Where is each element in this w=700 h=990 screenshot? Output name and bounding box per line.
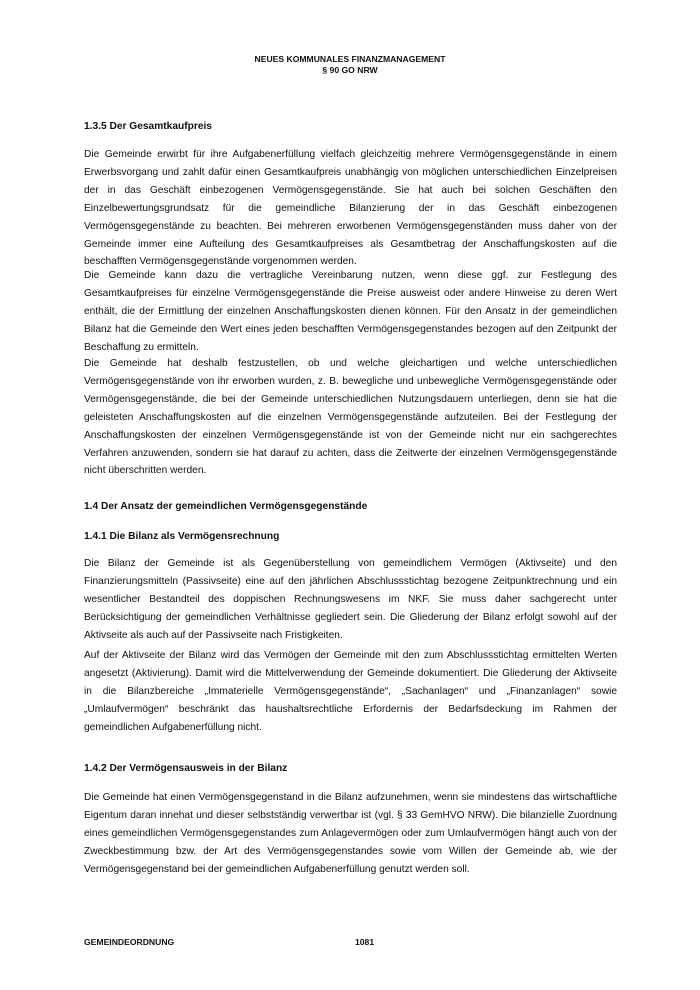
footer-document-title: GEMEINDEORDNUNG bbox=[84, 937, 175, 947]
paragraph-1-3-5-a: Die Gemeinde erwirbt für ihre Aufgabenerfüllung vielfach gleichzeitig mehrere Vermögensgegenstände in einem Erwerbsvorgang und zahlt dafür einen Gesamtkaufpreis unabhängig von möglichen unterschiedlichen Einzelpreisen der in das Geschäft einbezogenen Vermögensgegenstände. Sie hat auch bei solchen Geschäften den Einzelbewertungsgrundsatz für die gemeindliche Bilanzierung der in das Geschäft einbezogenen Vermögensgegenstände zu beachten. Bei mehreren erworbenen Vermögensgegenständen muss daher von der Gemeinde immer eine Aufteilung des Gesamtkaufpreises als Gesamtbetrag der Anschaffungskosten auf die beschafften Vermögensgegenstände vorgenommen werden. bbox=[84, 149, 617, 268]
section-heading-1-4-1: 1.4.1 Die Bilanz als Vermögensrechnung bbox=[84, 531, 280, 542]
paragraph-1-4-1-a: Die Bilanz der Gemeinde ist als Gegenüberstellung von gemeindlichem Vermögen (Aktivseite) und den Finanzierungsmitteln (Passivseite) eine auf den jährlichen Abschlussstichtag bezogene Zeitpunktrechnung und ein wesentlicher Bestandteil des doppischen Rechnungswesens im NKF. Sie muss daher sachgerecht unter Berücksichtigung der gemeindlichen Verhältnisse gegliedert sein. Die Gliederung der Bilanz erfolgt sowohl auf der Aktivseite als auch auf der Passivseite nach Fristigkeiten. bbox=[84, 558, 617, 641]
paragraph-1-4-1-b: Auf der Aktivseite der Bilanz wird das Vermögen der Gemeinde mit den zum Abschlussstichtag ermittelten Werten angesetzt (Aktivierung). Damit wird die Mittelverwendung der Gemeinde dokumentiert. Die Gliederung der Aktivseite in die Bilanzbereiche „Immaterielle Vermögensgegenstände“, „Sachanlagen“ und „Finanzanlagen“ sowie „Umlaufvermögen“ beschränkt das haushaltsrechtliche Erfordernis der Bedarfsdeckung im Rahmen der gemeindlichen Aufgabenerfüllung nicht. bbox=[84, 650, 617, 733]
paragraph-1-4-2-a: Die Gemeinde hat einen Vermögensgegenstand in die Bilanz aufzunehmen, wenn sie mindestens das wirtschaftliche Eigentum daran innehat und dieser selbstständig verwertbar ist (vgl. § 33 GemHVO NRW). Die bilanzielle Zuordnung eines gemeindlichen Vermögensgegenstandes zum Anlagevermögen oder zum Umlaufvermögen hängt auch von der Zweckbestimmung bzw. der Art des Vermögensgegenstandes sowie vom Willen der Gemeinde ab, wie der Vermögensgegenstand bei der gemeindlichen Aufgabenerfüllung genutzt werden soll. bbox=[84, 792, 617, 875]
section-heading-1-4: 1.4 Der Ansatz der gemeindlichen Vermögensgegenstände bbox=[84, 501, 368, 512]
section-heading-1-3-5: 1.3.5 Der Gesamtkaufpreis bbox=[84, 121, 212, 132]
footer-page-number: 1081 bbox=[355, 937, 375, 947]
section-heading-1-4-2: 1.4.2 Der Vermögensausweis in der Bilanz bbox=[84, 763, 288, 774]
paragraph-1-3-5-c: Die Gemeinde hat deshalb festzustellen, ob und welche gleichartigen und welche unterschiedlichen Vermögensgegenstände von ihr erworben wurden, z. B. bewegliche und unbewegliche Vermögensgegenstände oder Vermögensgegenstände, die bei der Gemeinde unterschiedlichen Nutzungsdauern unterliegen, denn sie hat die geleisteten Anschaffungskosten auf die einzelnen Vermögensgegenstände aufzuteilen. Bei der Festlegung der Anschaffungskosten der einzelnen Vermögensgegenstände ist von der Gemeinde nicht nur ein sachgerechtes Verfahren anzuwenden, sondern sie hat darauf zu achten, dass die Zeitwerte der einzelnen Vermögensgegenstände nicht überschritten werden. bbox=[84, 358, 617, 477]
header-paragraph-ref: § 90 GO NRW bbox=[322, 65, 378, 75]
header-title: NEUES KOMMUNALES FINANZMANAGEMENT bbox=[254, 54, 446, 64]
page-header bbox=[0, 54, 700, 76]
paragraph-1-3-5-b: Die Gemeinde kann dazu die vertragliche Vereinbarung nutzen, wenn diese ggf. zur Festlegung des Gesamtkaufpreises für einzelne Vermögensgegenstände die Preise ausweist oder andere Hinweise zu deren Wert enthält, die der Ermittlung der einzelnen Anschaffungskosten dienen können. Für den Ansatz in der gemeindlichen Bilanz hat die Gemeinde den Wert eines jeden beschafften Vermögensgegenstandes bezogen auf den Zeitpunkt der Beschaffung zu ermitteln. bbox=[84, 270, 617, 353]
